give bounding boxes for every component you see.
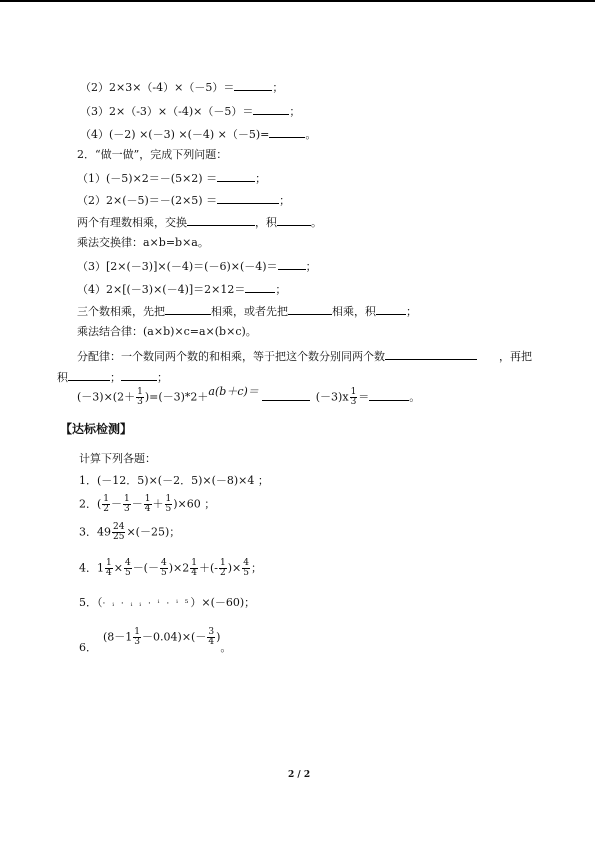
fraction bbox=[165, 495, 173, 514]
numerator: 1 bbox=[137, 387, 143, 397]
numerator: 1 bbox=[350, 387, 357, 397]
top-border bbox=[0, 0, 595, 2]
answer-blank bbox=[369, 389, 409, 401]
numerator: 4 bbox=[160, 558, 167, 568]
punct: ； bbox=[272, 81, 284, 94]
text: 三个数相乘，先把 bbox=[77, 305, 165, 318]
numerator: 4 bbox=[124, 558, 131, 568]
fraction bbox=[123, 495, 131, 514]
fraction bbox=[160, 559, 168, 578]
numerator: 1 bbox=[219, 558, 226, 568]
text: ＝ bbox=[358, 390, 370, 404]
denominator: 3 bbox=[137, 397, 143, 407]
page-number: 2 / 2 bbox=[288, 770, 311, 780]
part-1-expr: （1）(－5)×2＝－(5×2) ＝ bbox=[77, 172, 218, 185]
question-4-expr: （4）(－2) ×(－3) ×(－4) ×（－5)= bbox=[80, 128, 270, 141]
answer-blank bbox=[234, 79, 272, 91]
exercise-intro: 计算下列各题： bbox=[79, 452, 156, 465]
answer-blank bbox=[269, 126, 305, 138]
numerator: 1 bbox=[106, 558, 112, 568]
distributive-statement bbox=[77, 348, 532, 364]
text: (－3)×(2＋ bbox=[77, 390, 136, 404]
part-2-expr: （2）2×(－5)＝－(2×5) ＝ bbox=[77, 194, 218, 207]
associative-law: 乘法结合律：(a×b)×c=a×(b×c)。 bbox=[77, 325, 257, 338]
answer-blank bbox=[262, 389, 310, 401]
numerator: 1 bbox=[165, 494, 172, 504]
numerator: 1 bbox=[144, 494, 151, 504]
operator: × bbox=[113, 561, 123, 575]
denominator: 5 bbox=[124, 568, 131, 578]
punct: ； bbox=[255, 172, 267, 185]
text: 分配律：一个数同两个数的和相乘，等于把这个数分别同两个数 bbox=[77, 350, 385, 363]
text: ）×(－60)； bbox=[190, 596, 256, 609]
punct: ； bbox=[305, 260, 317, 273]
answer-blank bbox=[68, 369, 110, 381]
answer-blank bbox=[217, 170, 255, 182]
exercise-4 bbox=[79, 559, 262, 578]
text: ) bbox=[216, 630, 221, 644]
fraction bbox=[124, 559, 132, 578]
part-4 bbox=[77, 281, 286, 297]
associative-statement bbox=[77, 303, 417, 319]
denominator: 25 bbox=[113, 532, 125, 542]
numerator: 1 bbox=[103, 494, 110, 504]
punct: ； bbox=[275, 283, 287, 296]
denominator: 4 bbox=[191, 568, 197, 578]
text: 6． bbox=[79, 640, 97, 654]
answer-blank bbox=[121, 369, 157, 381]
denominator: 4 bbox=[144, 504, 151, 514]
punct: 。 bbox=[220, 640, 232, 654]
text: －0.04)×(－ bbox=[142, 630, 207, 644]
punct: 。 bbox=[305, 128, 317, 141]
fraction bbox=[105, 559, 113, 578]
text: 3．49 bbox=[79, 525, 111, 539]
section-2-heading: 2．“做一做”，完成下列问题： bbox=[77, 148, 228, 161]
commutative-statement bbox=[77, 214, 322, 230]
text: )×60 ； bbox=[173, 497, 216, 511]
text: 2．( bbox=[79, 497, 102, 511]
text: 积 bbox=[57, 371, 68, 384]
numerator: 24 bbox=[113, 522, 125, 532]
denominator: 3 bbox=[350, 397, 357, 407]
denominator: 2 bbox=[103, 504, 110, 514]
answer-blank bbox=[278, 258, 306, 270]
punct: 。 bbox=[311, 216, 322, 229]
fraction bbox=[190, 559, 198, 578]
answer-blank bbox=[376, 303, 406, 315]
operator: －(－ bbox=[132, 561, 159, 575]
fraction bbox=[207, 628, 215, 647]
text: (－3)x bbox=[315, 390, 349, 404]
denominator: 2 bbox=[219, 568, 226, 578]
denominator: 3 bbox=[124, 504, 130, 514]
denominator: 4 bbox=[208, 637, 215, 647]
fraction bbox=[133, 628, 141, 647]
answer-blank bbox=[253, 103, 289, 115]
punct: 。 bbox=[409, 390, 421, 404]
denominator: 4 bbox=[106, 568, 112, 578]
denominator: 5 bbox=[243, 568, 249, 578]
fraction bbox=[219, 559, 227, 578]
operator: )×2 bbox=[168, 561, 190, 575]
answer-blank bbox=[385, 348, 477, 360]
distributive-equation bbox=[77, 384, 421, 407]
operator: ＋ bbox=[152, 497, 164, 511]
text: 两个有理数相乘，交换 bbox=[77, 216, 187, 229]
text: ，再把 bbox=[499, 350, 532, 363]
numerator: 1 bbox=[134, 627, 141, 637]
fraction bbox=[112, 523, 125, 542]
text: 相乘，或者先把 bbox=[211, 305, 288, 318]
text: 相乘，积 bbox=[332, 305, 376, 318]
answer-blank bbox=[217, 192, 279, 204]
text: 5．（ bbox=[79, 596, 103, 609]
operator: )× bbox=[227, 561, 242, 575]
text: ×(－25)； bbox=[126, 525, 181, 539]
part-3-expr: （3）[2×(－3)]×(－4)＝(－6)×(－4)＝ bbox=[77, 260, 278, 273]
question-4 bbox=[80, 126, 316, 142]
section-title: 【达标检测】 bbox=[60, 422, 133, 436]
distributive-statement-cont bbox=[57, 369, 168, 385]
numerator: 4 bbox=[243, 558, 249, 568]
punct: ； bbox=[110, 371, 121, 384]
formula-text: a(b＋c)＝ bbox=[208, 384, 259, 398]
part-3 bbox=[77, 258, 317, 274]
text: 4．1 bbox=[79, 561, 104, 575]
commutative-law: 乘法交换律：a×b=b×a。 bbox=[77, 236, 209, 249]
denominator: 5 bbox=[160, 568, 167, 578]
numerator: 3 bbox=[208, 627, 215, 637]
punct: ； bbox=[250, 561, 262, 575]
question-3 bbox=[80, 103, 300, 119]
text: (8－1 bbox=[103, 630, 133, 644]
text: )=(－3)*2＋ bbox=[144, 390, 209, 404]
numerator: 1 bbox=[191, 558, 197, 568]
fraction bbox=[136, 388, 144, 407]
garbled-fractions: · ᵢ · ᵢ ᵢ · ⁱ · ⁱ ⁵ bbox=[102, 599, 191, 609]
answer-blank bbox=[187, 214, 255, 226]
text: ，积 bbox=[255, 216, 277, 229]
fraction bbox=[350, 388, 358, 407]
punct: ； bbox=[289, 105, 301, 118]
punct: ； bbox=[406, 305, 417, 318]
denominator: 3 bbox=[134, 637, 141, 647]
answer-blank bbox=[165, 303, 211, 315]
exercise-6 bbox=[79, 627, 232, 654]
exercise-1: 1．(－12．5)×(－2．5)×(－8)×4 ； bbox=[79, 474, 269, 487]
question-2 bbox=[80, 79, 283, 95]
exercise-2 bbox=[79, 495, 215, 514]
operator: ＋(- bbox=[198, 561, 218, 575]
answer-blank bbox=[245, 281, 275, 293]
part-4-expr: （4）2×[(－3)×(－4)]＝2×12＝ bbox=[77, 283, 246, 296]
exercise-3 bbox=[79, 523, 180, 542]
part-1 bbox=[77, 170, 266, 186]
punct: ； bbox=[279, 194, 291, 207]
answer-blank bbox=[288, 303, 332, 315]
exercise-5 bbox=[79, 596, 255, 611]
denominator: 5 bbox=[165, 504, 172, 514]
operator: － bbox=[111, 497, 123, 511]
punct: ； bbox=[157, 371, 168, 384]
fraction bbox=[242, 559, 250, 578]
question-2-expr: （2）2×3×（-4）×（－5）＝ bbox=[80, 81, 235, 94]
question-3-expr: （3）2×（-3）×（-4)×（－5）＝ bbox=[80, 105, 254, 118]
fraction bbox=[144, 495, 152, 514]
numerator: 1 bbox=[124, 494, 130, 504]
part-2 bbox=[77, 192, 290, 208]
answer-blank bbox=[277, 214, 311, 226]
operator: － bbox=[131, 497, 143, 511]
fraction bbox=[102, 495, 110, 514]
